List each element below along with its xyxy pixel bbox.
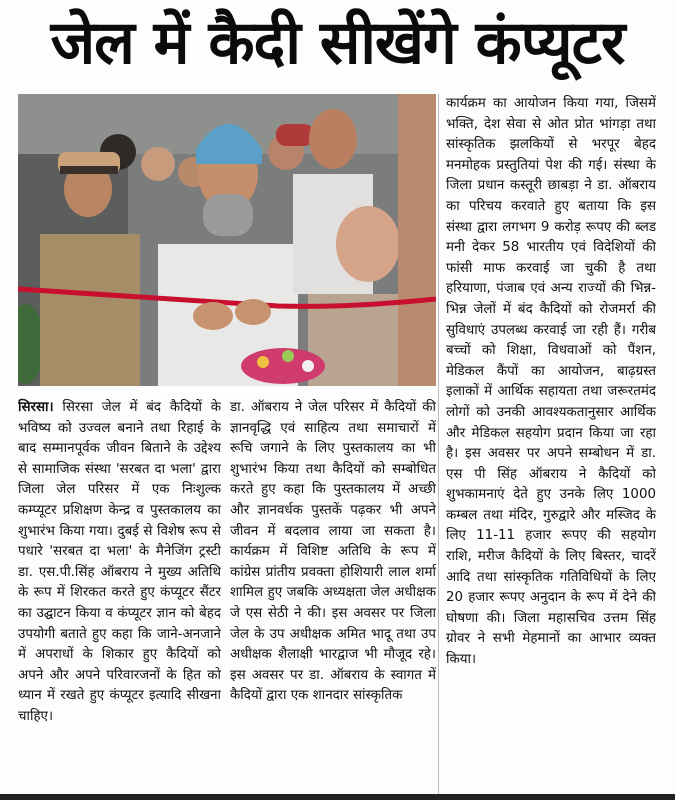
bottom-border [0, 794, 675, 800]
article-column-2 [230, 398, 436, 794]
column-1-text [18, 398, 221, 728]
column-3-text: कार्यक्रम का आयोजन किया गया, जिसमें भक्ति, देश सेवा से ओत प्रोत भांगड़ा तथा सांस्कृतिक झलकियों से भरपूर बेहद मनमोहक प्रस्तुतियां पेश की गई। संस्था के जिला प्रधान कस्तूरी छाबड़ा ने डा. ऑबराय का परिचय करवाते हुए बताया कि इस संस्था द्वारा लगभग 9 करोड़ रूपए की ब्लड मनी देकर 58 भारतीय एवं विदेशियों की फांसी माफ करवाई जा चुकी है तथा हरियाणा, पंजाब एवं अन्य राज्यों की भिन्न-भिन्न जेलों में बंद कैदियों को रोजमर्रा की सुविधाएं उपलब्ध करवाई जा रही हैं। गरीब बच्चों को शिक्षा, विधवाओं को पैंशन, मेडिकल कैंपों का आयोजन, बाढ़ग्रस्त इलाकों में आर्थिक सहायता तथा जरूरतमंद लोगों को उनकी आवश्यकतानुसार आर्थिक और मेडिकल सहयोग प्रदान किया जा रहा है। इस अवसर पर अपने सम्बोधन में डा. एस पी सिंह ऑबराय ने कैदियों को शुभकामनाएं देते हुए उनके लिए 1000 कम्बल तथा मंदिर, गुरुद्वारे और मस्जिद के लिए 11-11 हजार रूपए की सहयोग राशि, मरीज कैदियों के लिए बिस्तर, चादरें आदि तथा सांस्कृतिक गतिविधियों के लिए 20 हजार रूपए अनुदान के रूप में देने की घोषणा की। जिला महासचिव उत्तम सिंह ग्रोवर ने सभी मेहमानों का आभार व्यक्त किया। [446, 96, 656, 668]
dateline: सिरसा। [18, 400, 54, 415]
ribbon-cutting-photo [18, 94, 436, 386]
column-2-text: डा. ऑबराय ने जेल परिसर में कैदियों की ज्ञानवृद्धि एवं साहित्य तथा समाचारों में रूचि जगाने के लिए पुस्तकालय का भी शुभारंभ किया तथा कैदियों को सम्बोधित करते हुए कहा कि पुस्तकालय में अच्छी और ज्ञानवर्धक पुस्तकें पढ़कर भी अपने जीवन में बदलाव लाया जा सकता है। कार्यक्रम में विशिष्ट अतिथि के रूप में कांग्रेस प्रांतीय प्रवक्ता होशियारी लाल शर्मा शामिल हुए जबकि अध्यक्षता जेल अधीक्षक जे एस सेठी ने की। इस अवसर पर जिला जेल के उप अधीक्षक अमित भादू तथा उप अधीक्षक शैलाक्षी भारद्वाज भी मौजूद रहे। इस अवसर पर डा. ऑबराय के स्वागत में कैदियों द्वारा एक शानदार सांस्कृतिक [230, 400, 436, 704]
column-divider [438, 94, 439, 794]
column-1-body: सिरसा जेल में बंद कैदियों के भविष्य को उज्वल बनाने तथा रिहाई के बाद सम्मानपूर्वक जीवन बिताने के उद्देश्य से सामाजिक संस्था 'सरबत दा भला' द्वारा जिला जेल परिसर में एक निःशुल्क कम्प्यूटर प्रशिक्षण केन्द्र व पुस्तकालय का शुभारंभ किया गया। दुबई से विशेष रूप से पधारे 'सरबत दा भला' के मैनेजिंग ट्रस्टी डा. एस.पी.सिंह ऑबराय ने मुख्य अतिथि के रूप में शिरकत करते हुए कंप्यूटर सैंटर का उद्घाटन किया व कंप्यूटर ज्ञान को बेहद उपयोगी बताते हुए कहा कि जाने-अनजाने में अपराधों के शिकार हुए कैदियों को अपने और अपने परिवारजनों के हित को ध्यान में रखते हुए कंप्यूटर इत्यादि सीखना चाहिए। [18, 400, 221, 724]
article-column-1 [18, 398, 221, 794]
headline: जेल में कैदी सीखेंगे कंप्यूटर [50, 8, 625, 78]
article-column-3 [446, 94, 656, 794]
news-photo [18, 94, 436, 386]
